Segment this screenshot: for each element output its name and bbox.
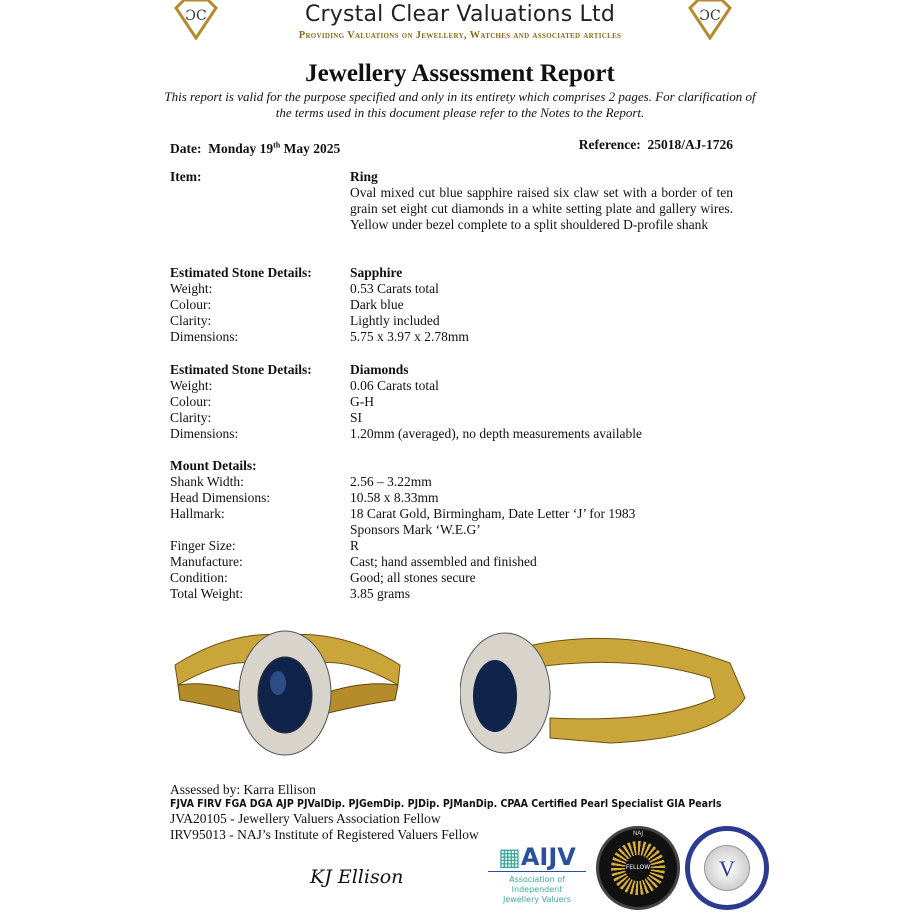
detail-row (170, 329, 733, 345)
stone-name: Diamonds (350, 362, 409, 377)
detail-row (170, 538, 733, 554)
aijv-logo: ▦AIJV Association of Independent Jewellery Valuers (488, 843, 586, 905)
mount-section (170, 458, 733, 601)
jva-founder-seal: V (685, 826, 769, 910)
detail-label: Head Dimensions: (170, 490, 271, 505)
detail-row (170, 394, 733, 410)
detail-value: 18 Carat Gold, Birmingham, Date Letter ‘J’ for 1983 (350, 506, 636, 521)
detail-row (170, 426, 733, 442)
detail-value: 3.85 grams (350, 586, 410, 601)
ring-photo-front (170, 625, 405, 765)
detail-row (170, 522, 733, 538)
detail-value: 0.53 Carats total (350, 281, 439, 296)
assessor-credentials: FJVA FIRV FGA DGA AJP PJValDip. PJGemDip. PJDip. PJManDip. CPAA Certified Pearl Specialist GIA Pearls (170, 798, 722, 810)
detail-value: Good; all stones secure (350, 570, 476, 585)
detail-label: Clarity: (170, 410, 212, 425)
detail-value: R (350, 538, 360, 553)
detail-label: Colour: (170, 297, 212, 312)
detail-row (170, 570, 733, 586)
detail-value: SI (350, 410, 363, 425)
detail-value: Lightly included (350, 313, 440, 328)
detail-row (170, 281, 733, 297)
detail-label: Clarity: (170, 313, 212, 328)
detail-label: Condition: (170, 570, 228, 585)
detail-label: Colour: (170, 394, 212, 409)
item-type: Ring (350, 169, 378, 184)
company-tagline: Providing Valuations on Jewellery, Watches and associated articles (298, 30, 622, 41)
irv-membership: IRV95013 - NAJ’s Institute of Registered Valuers Fellow (170, 827, 479, 842)
detail-value: 5.75 x 3.97 x 2.78mm (350, 329, 469, 344)
company-name: Crystal Clear Valuations Ltd (304, 2, 616, 27)
detail-row (170, 490, 733, 506)
detail-row (170, 506, 733, 522)
detail-label: Dimensions: (170, 426, 239, 441)
report-title: Jewellery Assessment Report (305, 60, 615, 87)
svg-text:ƆC: ƆC (185, 8, 207, 24)
detail-row (170, 313, 733, 329)
section-heading: Estimated Stone Details: (170, 362, 312, 377)
detail-value: 0.06 Carats total (350, 378, 439, 393)
detail-label: Hallmark: (170, 506, 225, 521)
detail-value: 1.20mm (averaged), no depth measurements available (350, 426, 643, 441)
jva-membership: JVA20105 - Jewellery Valuers Association Fellow (170, 811, 441, 826)
assessor-name: Assessed by: Karra Ellison (170, 782, 316, 797)
detail-row (170, 474, 733, 490)
detail-value: 2.56 – 3.22mm (350, 474, 432, 489)
detail-value: 10.58 x 8.33mm (350, 490, 439, 505)
item-description: Oval mixed cut blue sapphire raised six claw set with a border of ten grain set eight cut diamonds in a white setting plate and gallery wires. Yellow under bezel complete to a split shouldered D-profile shank (350, 185, 733, 232)
detail-label: Weight: (170, 281, 213, 296)
sapphire-section (170, 265, 733, 344)
detail-value: Sponsors Mark ‘W.E.G’ (350, 522, 481, 537)
item-label: Item: (170, 169, 202, 184)
stone-name: Sapphire (350, 265, 403, 280)
naj-fellow-seal: FELLOW NAJ (596, 826, 680, 910)
detail-row (170, 554, 733, 570)
detail-row (170, 586, 733, 602)
detail-label: Dimensions: (170, 329, 239, 344)
report-date: Date: Monday 19th May 2025 (170, 140, 341, 156)
detail-value: G-H (350, 394, 374, 409)
detail-row (170, 297, 733, 313)
ring-photo-side (460, 628, 750, 758)
detail-value: Dark blue (350, 297, 404, 312)
svg-text:ƆC: ƆC (699, 8, 721, 24)
detail-label: Finger Size: (170, 538, 236, 553)
detail-label: Shank Width: (170, 474, 244, 489)
detail-label: Weight: (170, 378, 213, 393)
signature: KJ Ellison (310, 866, 404, 888)
section-heading: Estimated Stone Details: (170, 265, 312, 280)
report-reference: Reference: 25018/AJ-1726 (578, 137, 733, 152)
detail-row (170, 410, 733, 426)
detail-label: Total Weight: (170, 586, 244, 601)
detail-label: Manufacture: (170, 554, 243, 569)
date-reference-row (170, 137, 733, 157)
detail-row (170, 378, 733, 394)
report-intro: This report is valid for the purpose specified and only in its entirety which comprises 2 pages. For clarification of the terms used in this document please refer to the Notes to the Report. (164, 89, 756, 120)
diamonds-section (170, 362, 733, 441)
detail-value: Cast; hand assembled and finished (350, 554, 537, 569)
section-heading: Mount Details: (170, 458, 257, 473)
